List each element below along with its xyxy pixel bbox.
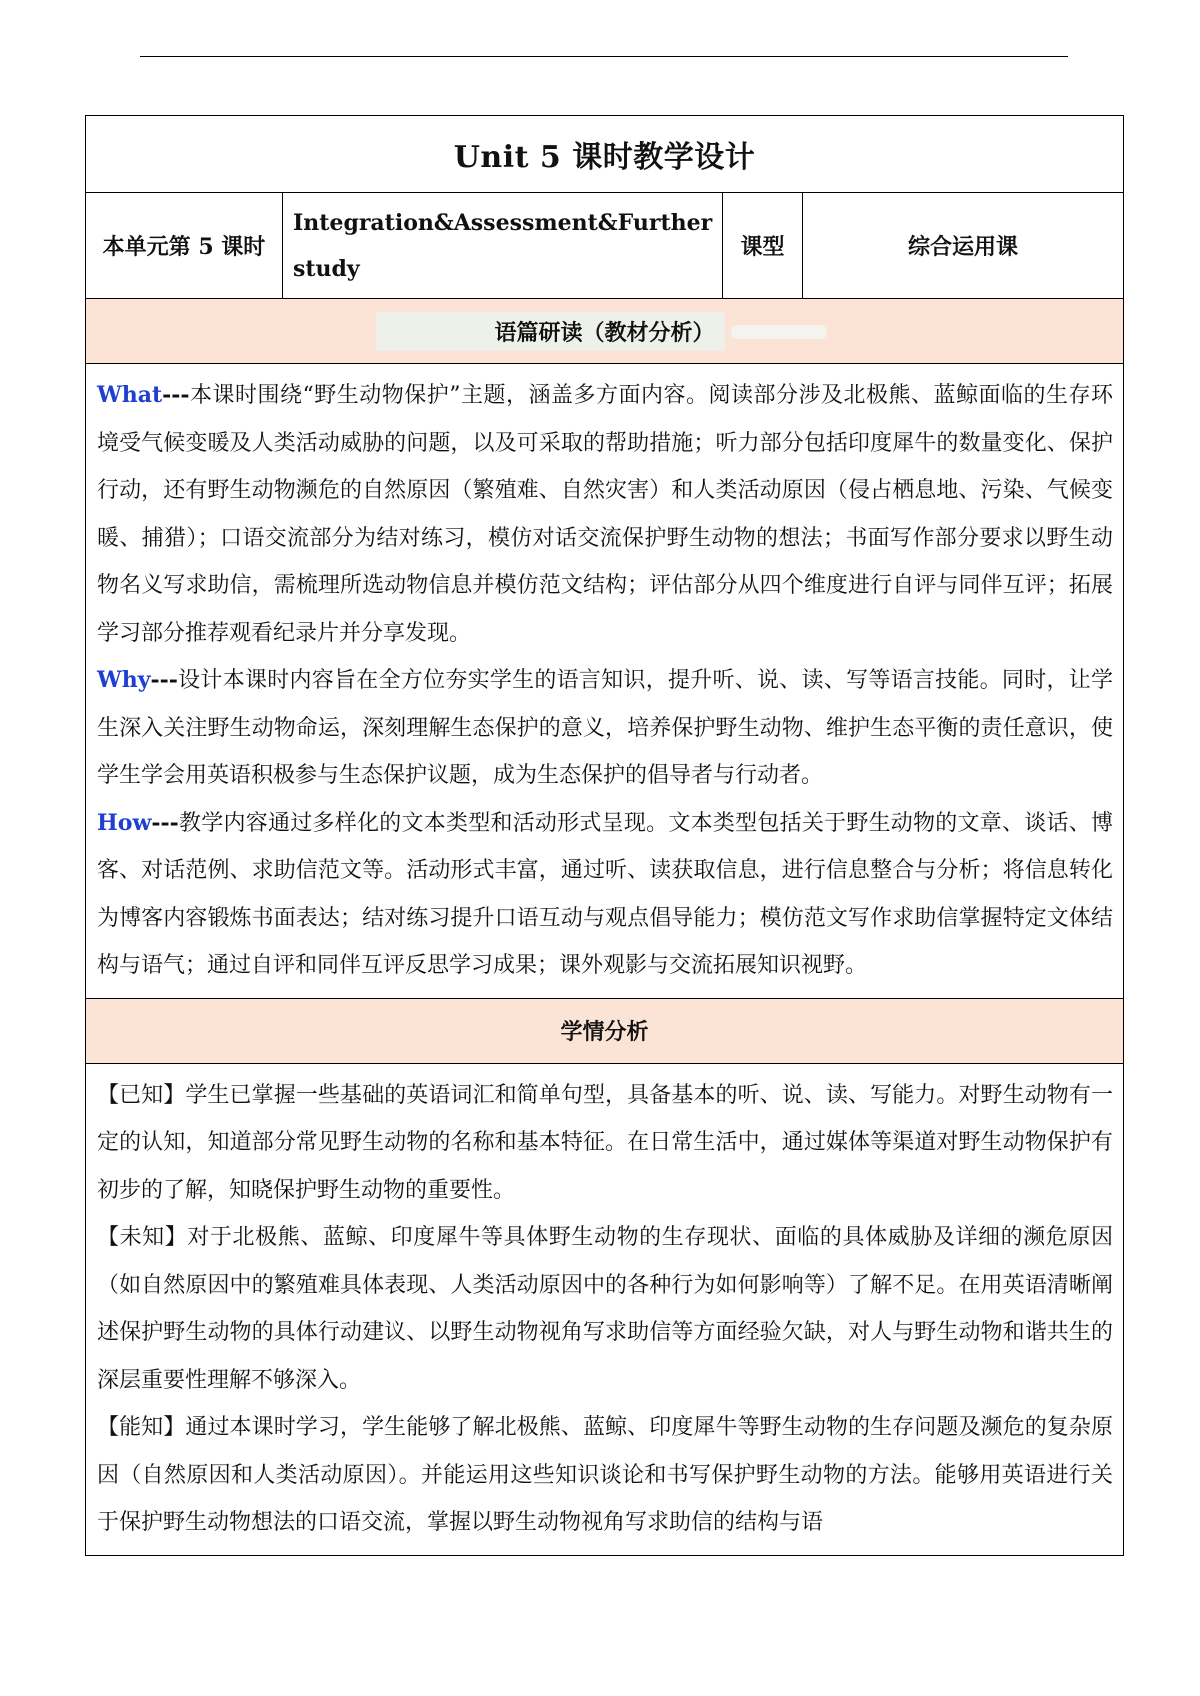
section-heading-learner-analysis: 学情分析 <box>86 998 1124 1063</box>
paragraph-text: 学生已掌握一些基础的英语词汇和简单句型，具备基本的听、说、读、写能力。对野生动物有一定的认知，知道部分常见野生动物的名称和基本特征。在日常生活中，通过媒体等渠道对野生动物保护有初步的了解，知晓保护野生动物的重要性。 <box>97 1082 1113 1203</box>
paragraph-how <box>97 800 1113 990</box>
document-title: Unit 5 课时教学设计 <box>86 116 1124 193</box>
paragraph-lead: 【已知】 <box>97 1082 186 1108</box>
lesson-label: 本单元第 5 课时 <box>86 193 283 299</box>
paragraph-text: 对于北极熊、蓝鲸、印度犀牛等具体野生动物的生存现状、面临的具体威胁及详细的濒危原因（如自然原因中的繁殖难具体表现、人类活动原因中的各种行为如何影响等）了解不足。在用英语清晰阐述保护野生动物的具体行动建议、以野生动物视角写求助信等方面经验欠缺，对人与野生动物和谐共生的深层重要性理解不够深入。 <box>97 1225 1113 1393</box>
paragraph-lead: 【能知】 <box>97 1415 186 1440</box>
meta-row <box>86 193 1124 299</box>
title-row <box>86 116 1124 193</box>
section-body-row <box>86 364 1124 999</box>
paragraph-dash: --- <box>150 667 178 693</box>
paragraph-lead: Why <box>97 667 151 693</box>
paragraph-lead: 【未知】 <box>97 1225 188 1250</box>
paragraph-dash: --- <box>151 809 179 836</box>
paragraph-text: 设计本课时内容旨在全方位夯实学生的语言知识，提升听、说、读、写等语言技能。同时，让学生深入关注野生动物命运，深刻理解生态保护的意义，培养保护野生动物、维护生态平衡的责任意识，使学生学会用英语积极参与生态保护议题，成为生态保护的倡导者与行动者。 <box>97 668 1113 788</box>
paragraph-text: 本课时围绕“野生动物保护”主题，涵盖多方面内容。阅读部分涉及北极熊、蓝鲸面临的生存环境受气候变暖及人类活动威胁的问题，以及可采取的帮助措施；听力部分包括印度犀牛的数量变化、保护行动，还有野生动物濒危的自然原因（繁殖难、自然灾害）和人类活动原因（侵占栖息地、污染、气候变暖、捕猎）；口语交流部分为结对练习，模仿对话交流保护野生动物的想法；书面写作部分要求以野生动物名义写求助信，需梳理所选动物信息并模仿范文结构；评估部分从四个维度进行自评与同伴互评；拓展学习部分推荐观看纪录片并分享发现。 <box>97 383 1113 646</box>
section-body-row <box>86 1063 1124 1555</box>
section-heading-label: 语篇研读（教材分析） <box>494 319 715 346</box>
paragraph-text: 通过本课时学习，学生能够了解北极熊、蓝鲸、印度犀牛等野生动物的生存问题及濒危的复杂原因（自然原因和人类活动原因）。并能运用这些知识谈论和书写保护野生动物的方法。能够用英语进行关于保护野生动物想法的口语交流，掌握以野生动物视角写求助信的结构与语 <box>97 1415 1113 1535</box>
paragraph-unknown <box>97 1214 1113 1404</box>
paragraph-dash: --- <box>162 382 190 408</box>
paragraph-lead: What <box>97 382 163 408</box>
paragraph-lead: How <box>97 809 152 836</box>
scan-smudge <box>731 325 827 339</box>
lesson-type-label: 课型 <box>723 193 803 299</box>
lesson-type-value: 综合运用课 <box>803 193 1124 299</box>
header-rule <box>140 56 1068 57</box>
lesson-design-table <box>85 115 1124 1556</box>
section-body-learner-analysis <box>86 1063 1124 1555</box>
section-heading-row <box>86 998 1124 1063</box>
section-heading-text-analysis <box>86 299 1124 364</box>
section-heading-row <box>86 299 1124 364</box>
section-body-text-analysis <box>86 364 1124 999</box>
paragraph-achievable <box>97 1404 1113 1547</box>
paragraph-known <box>97 1072 1113 1215</box>
paragraph-why <box>97 657 1113 800</box>
lesson-topic: Integration&Assessment&Further study <box>283 193 723 299</box>
paragraph-what <box>97 372 1113 657</box>
paragraph-text: 教学内容通过多样化的文本类型和活动形式呈现。文本类型包括关于野生动物的文章、谈话、博客、对话范例、求助信范文等。活动形式丰富，通过听、读获取信息，进行信息整合与分析；将信息转化为博客内容锻炼书面表达；结对练习提升口语互动与观点倡导能力；模仿范文写作求助信掌握特定文体结构与语气；通过自评和同伴互评反思学习成果；课外观影与交流拓展知识视野。 <box>97 810 1113 978</box>
